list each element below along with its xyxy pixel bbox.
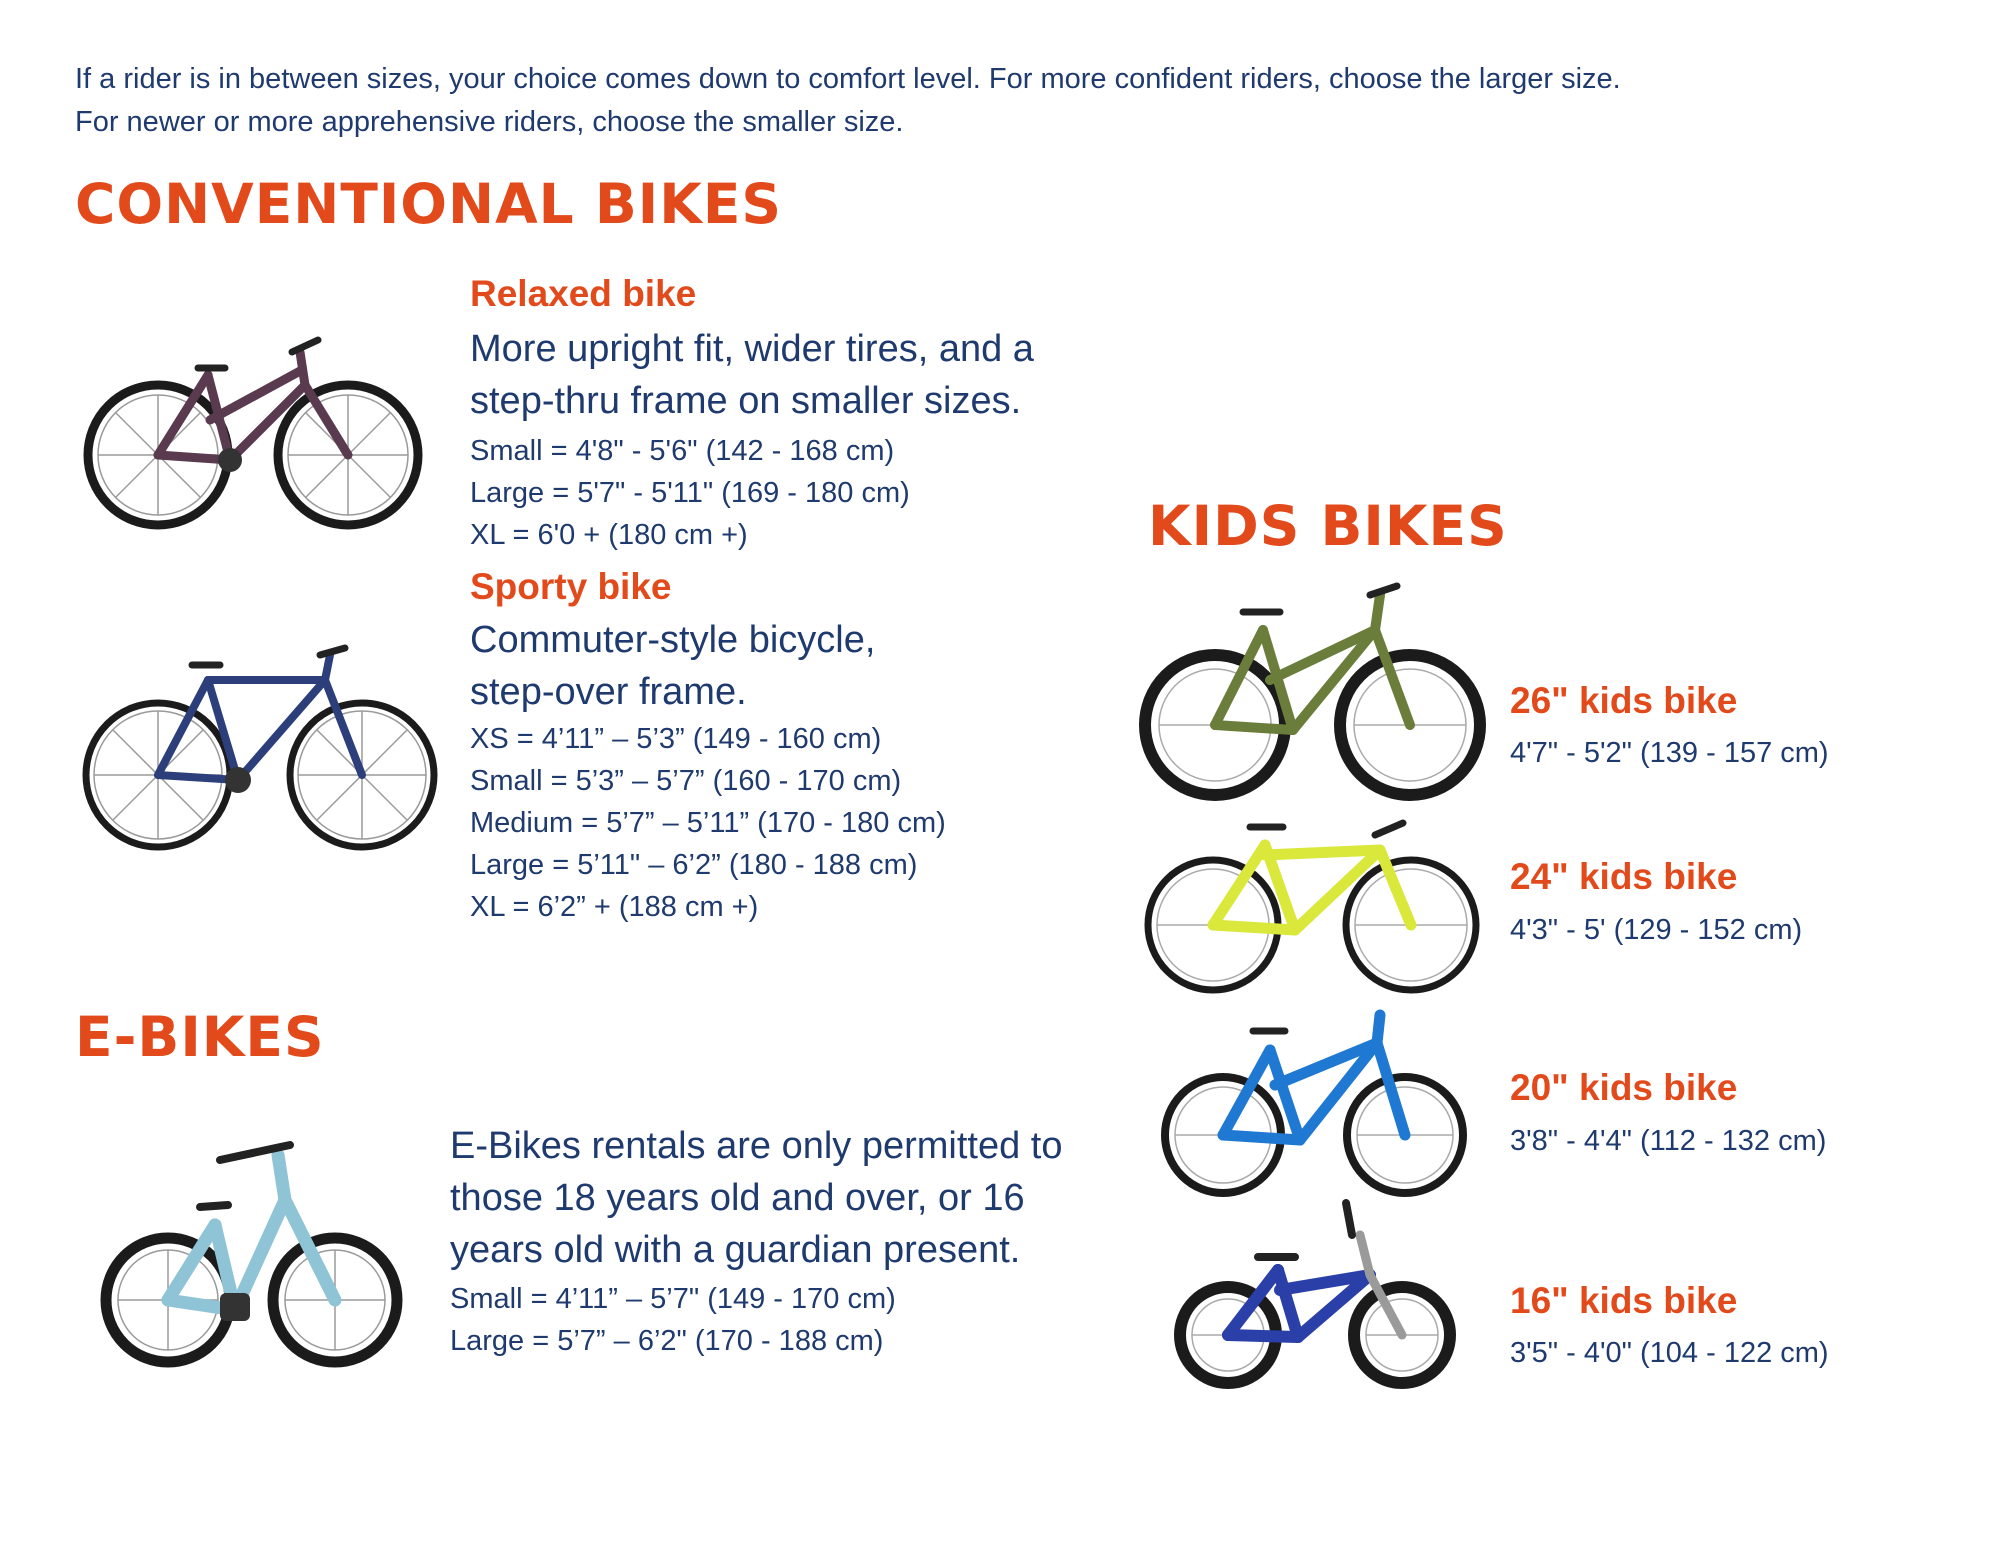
kids-bike-16-label: 16" kids bike [1510, 1280, 1738, 1321]
kids-bike-24-label: 24" kids bike [1510, 856, 1738, 897]
ebike-desc-line-3: years old with a guardian present. [450, 1229, 1021, 1271]
conventional-bikes-title: CONVENTIONAL BIKES [75, 172, 783, 236]
kids-bike-24-size: 4'3" - 5' (129 - 152 cm) [1510, 914, 1803, 946]
kids-bike-20-label: 20" kids bike [1510, 1067, 1738, 1108]
size-row: Large = 5'7" - 5'11" (169 - 180 cm) [470, 477, 910, 509]
size-row: Small = 5’3” – 5’7” (160 - 170 cm) [470, 765, 902, 797]
kids-bike-20-icon [1155, 1005, 1475, 1200]
sporty-bike-icon [80, 640, 440, 855]
sporty-bike-frame [158, 655, 362, 780]
sporty-desc-line-1: Commuter-style bicycle, [470, 619, 876, 661]
relaxed-bike-icon [80, 330, 425, 540]
kids-bike-20-size: 3'8" - 4'4" (112 - 132 cm) [1510, 1125, 1827, 1157]
relaxed-desc-line-2: step-thru frame on smaller sizes. [470, 380, 1022, 422]
size-row: Small = 4’11” – 5’7" (149 - 170 cm) [450, 1283, 896, 1315]
size-row: XL = 6'0 + (180 cm +) [470, 519, 748, 551]
ebike-description [450, 1120, 1063, 1276]
ebike-sizes [450, 1278, 896, 1362]
kids-bikes-title: KIDS BIKES [1148, 494, 1508, 558]
ebikes-title: E-BIKES [75, 1005, 325, 1069]
relaxed-bike-frame [158, 352, 348, 460]
size-row: XL = 6’2” + (188 cm +) [470, 891, 759, 923]
size-row: Small = 4'8" - 5'6" (142 - 168 cm) [470, 435, 895, 467]
intro-line-1: If a rider is in between sizes, your choice comes down to comfort level. For more confident riders, choose the larger size. [75, 63, 1621, 95]
size-row: XS = 4’11” – 5’3” (149 - 160 cm) [470, 723, 882, 755]
ebike-desc-line-2: those 18 years old and over, or 16 [450, 1177, 1025, 1219]
size-row: Large = 5’7” – 6’2" (170 - 188 cm) [450, 1325, 884, 1357]
sporty-bike-description [470, 614, 875, 718]
relaxed-bike-name: Relaxed bike [470, 273, 697, 314]
kids-bike-26-icon [1135, 580, 1490, 805]
sporty-bike-sizes [470, 718, 946, 928]
kids-bike-16-icon [1170, 1195, 1460, 1395]
kids-bike-24-icon [1135, 815, 1490, 995]
sporty-desc-line-2: step-over frame. [470, 671, 747, 713]
kids-bike-26-size: 4'7" - 5'2" (139 - 157 cm) [1510, 737, 1829, 769]
intro-text [75, 58, 1955, 144]
relaxed-bike-sizes [470, 430, 910, 556]
ebike-icon [100, 1115, 400, 1380]
ebike-desc-line-1: E-Bikes rentals are only permitted to [450, 1125, 1063, 1167]
intro-line-2: For newer or more apprehensive riders, choose the smaller size. [75, 106, 904, 138]
relaxed-bike-description [470, 323, 1034, 427]
sporty-bike-name: Sporty bike [470, 566, 672, 607]
kids-bike-16-size: 3'5" - 4'0" (104 - 122 cm) [1510, 1337, 1829, 1369]
ebike-frame [168, 1155, 335, 1310]
relaxed-desc-line-1: More upright fit, wider tires, and a [470, 328, 1034, 370]
size-row: Medium = 5’7” – 5’11” (170 - 180 cm) [470, 807, 946, 839]
size-row: Large = 5’11" – 6’2” (180 - 188 cm) [470, 849, 918, 881]
kids-bike-26-label: 26" kids bike [1510, 680, 1738, 721]
